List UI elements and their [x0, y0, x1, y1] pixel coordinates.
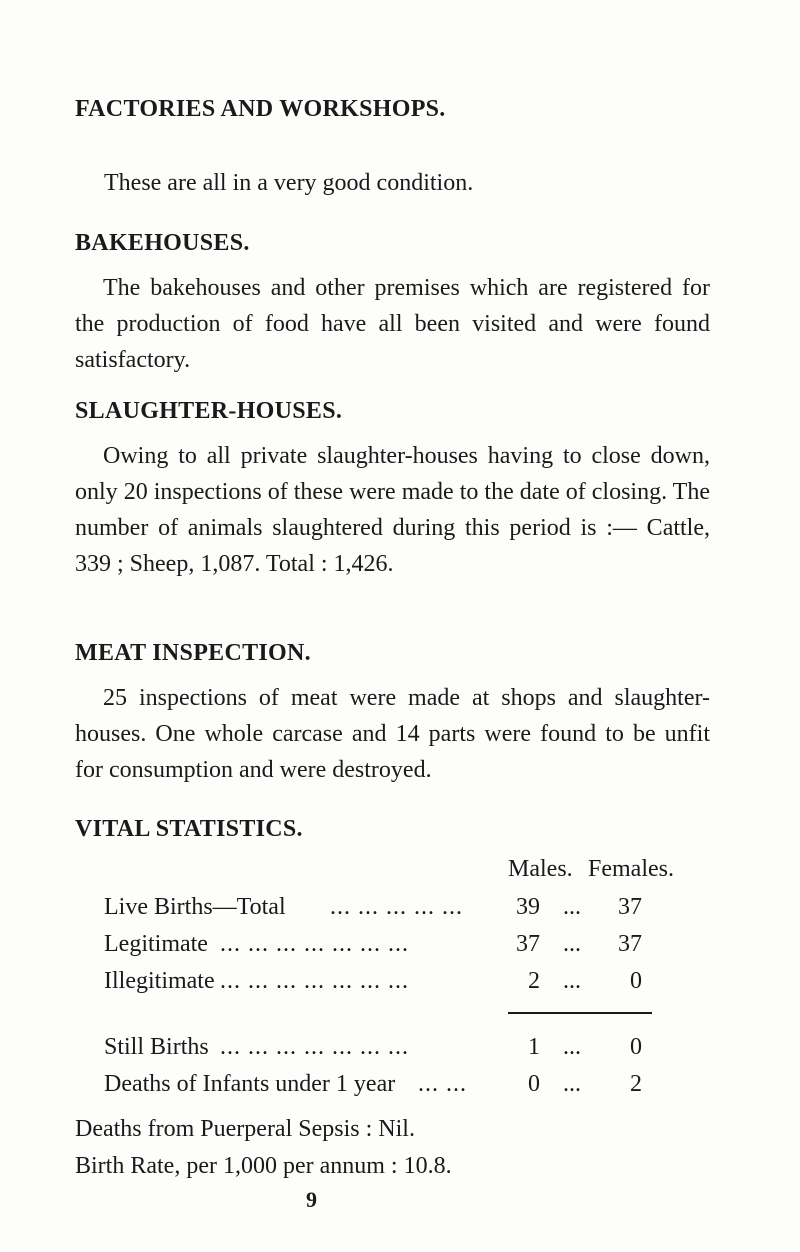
table-divider-rule: [508, 1012, 652, 1014]
row-leader-dots: ... ...: [418, 1071, 467, 1097]
row-separator: ...: [563, 1071, 581, 1097]
row-females-value: 37: [618, 894, 642, 920]
heading-vital-statistics: VITAL STATISTICS.: [75, 816, 303, 842]
row-leader-dots: ... ... ... ... ... ... ...: [220, 968, 409, 994]
row-females-value: 0: [630, 968, 642, 994]
heading-factories: FACTORIES AND WORKSHOPS.: [75, 96, 446, 122]
row-leader-dots: ... ... ... ... ... ... ...: [220, 1034, 409, 1060]
text-meat-inspection-body: 25 inspections of meat were made at shops and slaughter-houses. One whole carcase and 14 parts were found to be unfit for consumption and were destroyed.: [75, 685, 710, 783]
page-number: 9: [306, 1187, 317, 1212]
row-males-value: 37: [516, 931, 540, 957]
text-slaughter-houses-body: Owing to all private slaughter-houses having to close down, only 20 inspections of these were made to the date of closing. The number of animals slaughtered during this period is :— Cattle, 339 ; Sheep, 1,087. Total : 1,426.: [75, 443, 710, 577]
row-males-value: 0: [528, 1071, 540, 1097]
row-leader-dots: ... ... ... ... ...: [330, 894, 463, 920]
row-leader-dots: ... ... ... ... ... ... ...: [220, 931, 409, 957]
row-label: Deaths of Infants under 1 year: [104, 1071, 396, 1097]
row-label: Live Births—Total: [104, 894, 286, 920]
text-factories: These are all in a very good condition.: [104, 170, 474, 196]
row-males-value: 39: [516, 894, 540, 920]
text-puerperal-sepsis: Deaths from Puerperal Sepsis : Nil.: [75, 1116, 415, 1142]
text-slaughter-houses: [75, 438, 710, 582]
row-females-value: 2: [630, 1071, 642, 1097]
heading-meat-inspection: MEAT INSPECTION.: [75, 640, 311, 666]
row-label: Still Births: [104, 1034, 209, 1060]
row-males-value: 1: [528, 1034, 540, 1060]
text-bakehouses-body: The bakehouses and other premises which are registered for the production of food have all been visited and were found satisfactory.: [75, 275, 710, 373]
row-label: Legitimate: [104, 931, 208, 957]
col-header-males: Males.: [508, 856, 573, 882]
col-header-females: Females.: [588, 856, 674, 882]
row-separator: ...: [563, 931, 581, 957]
heading-bakehouses: BAKEHOUSES.: [75, 230, 250, 256]
heading-slaughter-houses: SLAUGHTER-HOUSES.: [75, 398, 343, 424]
row-separator: ...: [563, 894, 581, 920]
row-females-value: 37: [618, 931, 642, 957]
text-bakehouses: [75, 270, 710, 378]
row-males-value: 2: [528, 968, 540, 994]
row-females-value: 0: [630, 1034, 642, 1060]
text-birth-rate: Birth Rate, per 1,000 per annum : 10.8.: [75, 1153, 452, 1179]
row-label: Illegitimate: [104, 968, 215, 994]
row-separator: ...: [563, 968, 581, 994]
row-separator: ...: [563, 1034, 581, 1060]
text-meat-inspection: [75, 680, 710, 788]
